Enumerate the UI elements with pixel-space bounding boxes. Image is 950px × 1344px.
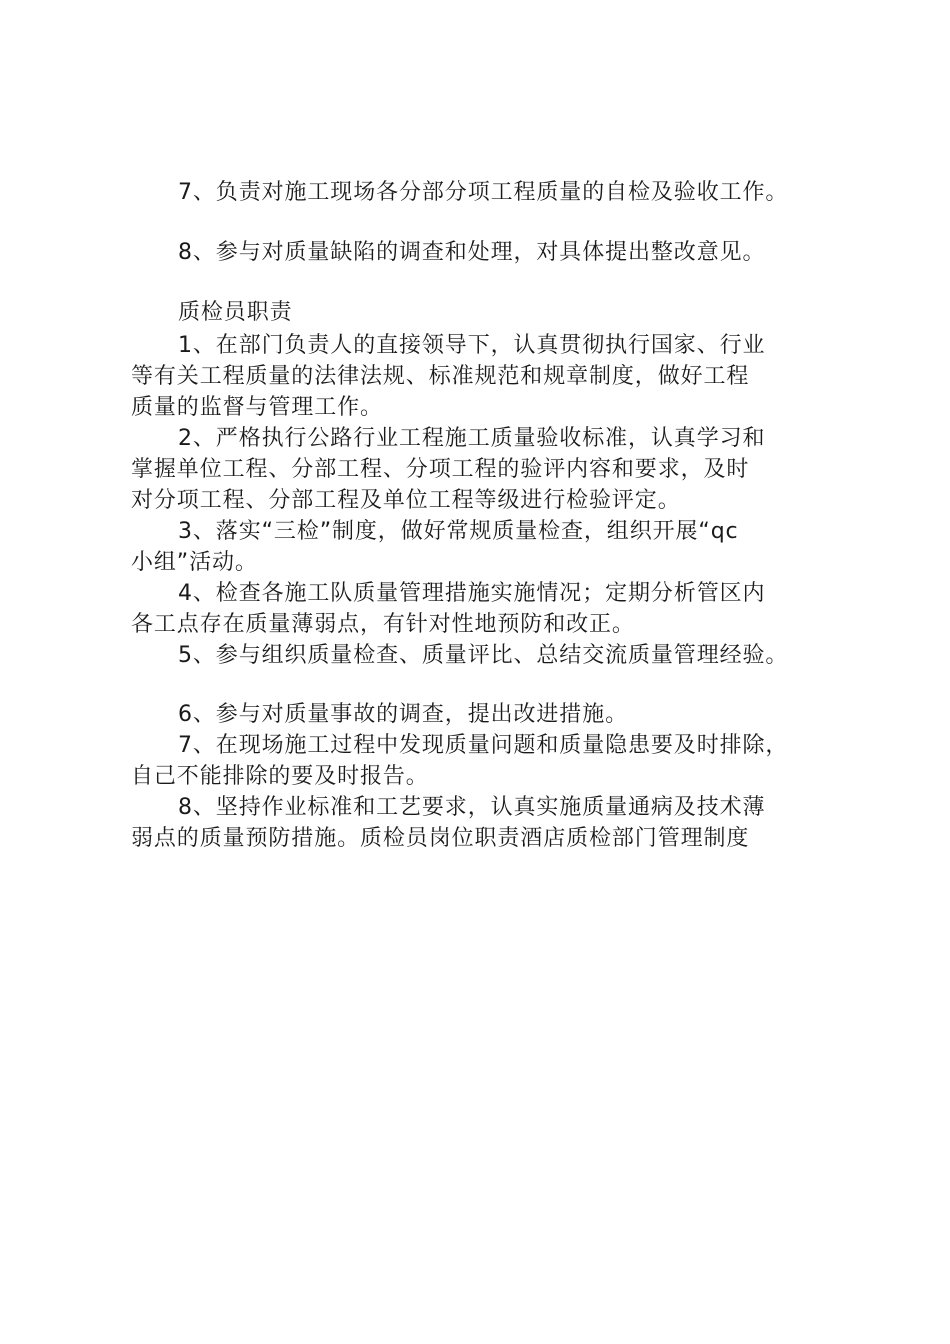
paragraph-line: 各工点存在质量薄弱点，有针对性地预防和改正。: [131, 612, 635, 637]
paragraph-line: 8、坚持作业标准和工艺要求，认真实施质量通病及技术薄: [178, 795, 766, 820]
paragraph-line: 小组”活动。: [131, 550, 258, 575]
paragraph-line: 7、在现场施工过程中发现质量问题和质量隐患要及时排除，: [178, 733, 789, 758]
paragraph-line: 7、负责对施工现场各分部分项工程质量的自检及验收工作。: [178, 180, 789, 205]
paragraph-line: 8、参与对质量缺陷的调查和处理，对具体提出整改意见。: [178, 240, 766, 265]
section-heading: 质检员职责: [178, 300, 293, 325]
paragraph-line: 5、参与组织质量检查、质量评比、总结交流质量管理经验。: [178, 643, 789, 668]
paragraph-line: 掌握单位工程、分部工程、分项工程的验评内容和要求，及时: [131, 457, 750, 482]
paragraph-line: 自己不能排除的要及时报告。: [131, 764, 429, 789]
paragraph-line: 1、在部门负责人的直接领导下，认真贯彻执行国家、行业: [178, 333, 766, 358]
paragraph-line: 质量的监督与管理工作。: [131, 395, 383, 420]
paragraph-line: 等有关工程质量的法律法规、标准规范和规章制度，做好工程: [131, 364, 750, 389]
paragraph-line: 弱点的质量预防措施。质检员岗位职责酒店质检部门管理制度: [131, 826, 750, 851]
paragraph-line: 对分项工程、分部工程及单位工程等级进行检验评定。: [131, 488, 681, 513]
paragraph-line: 3、落实“三检”制度，做好常规质量检查，组织开展“qc: [178, 519, 739, 544]
paragraph-line: 2、严格执行公路行业工程施工质量验收标准，认真学习和: [178, 426, 766, 451]
paragraph-line: 4、检查各施工队质量管理措施实施情况；定期分析管区内: [178, 581, 766, 606]
paragraph-line: 6、参与对质量事故的调查，提出改进措施。: [178, 702, 628, 727]
